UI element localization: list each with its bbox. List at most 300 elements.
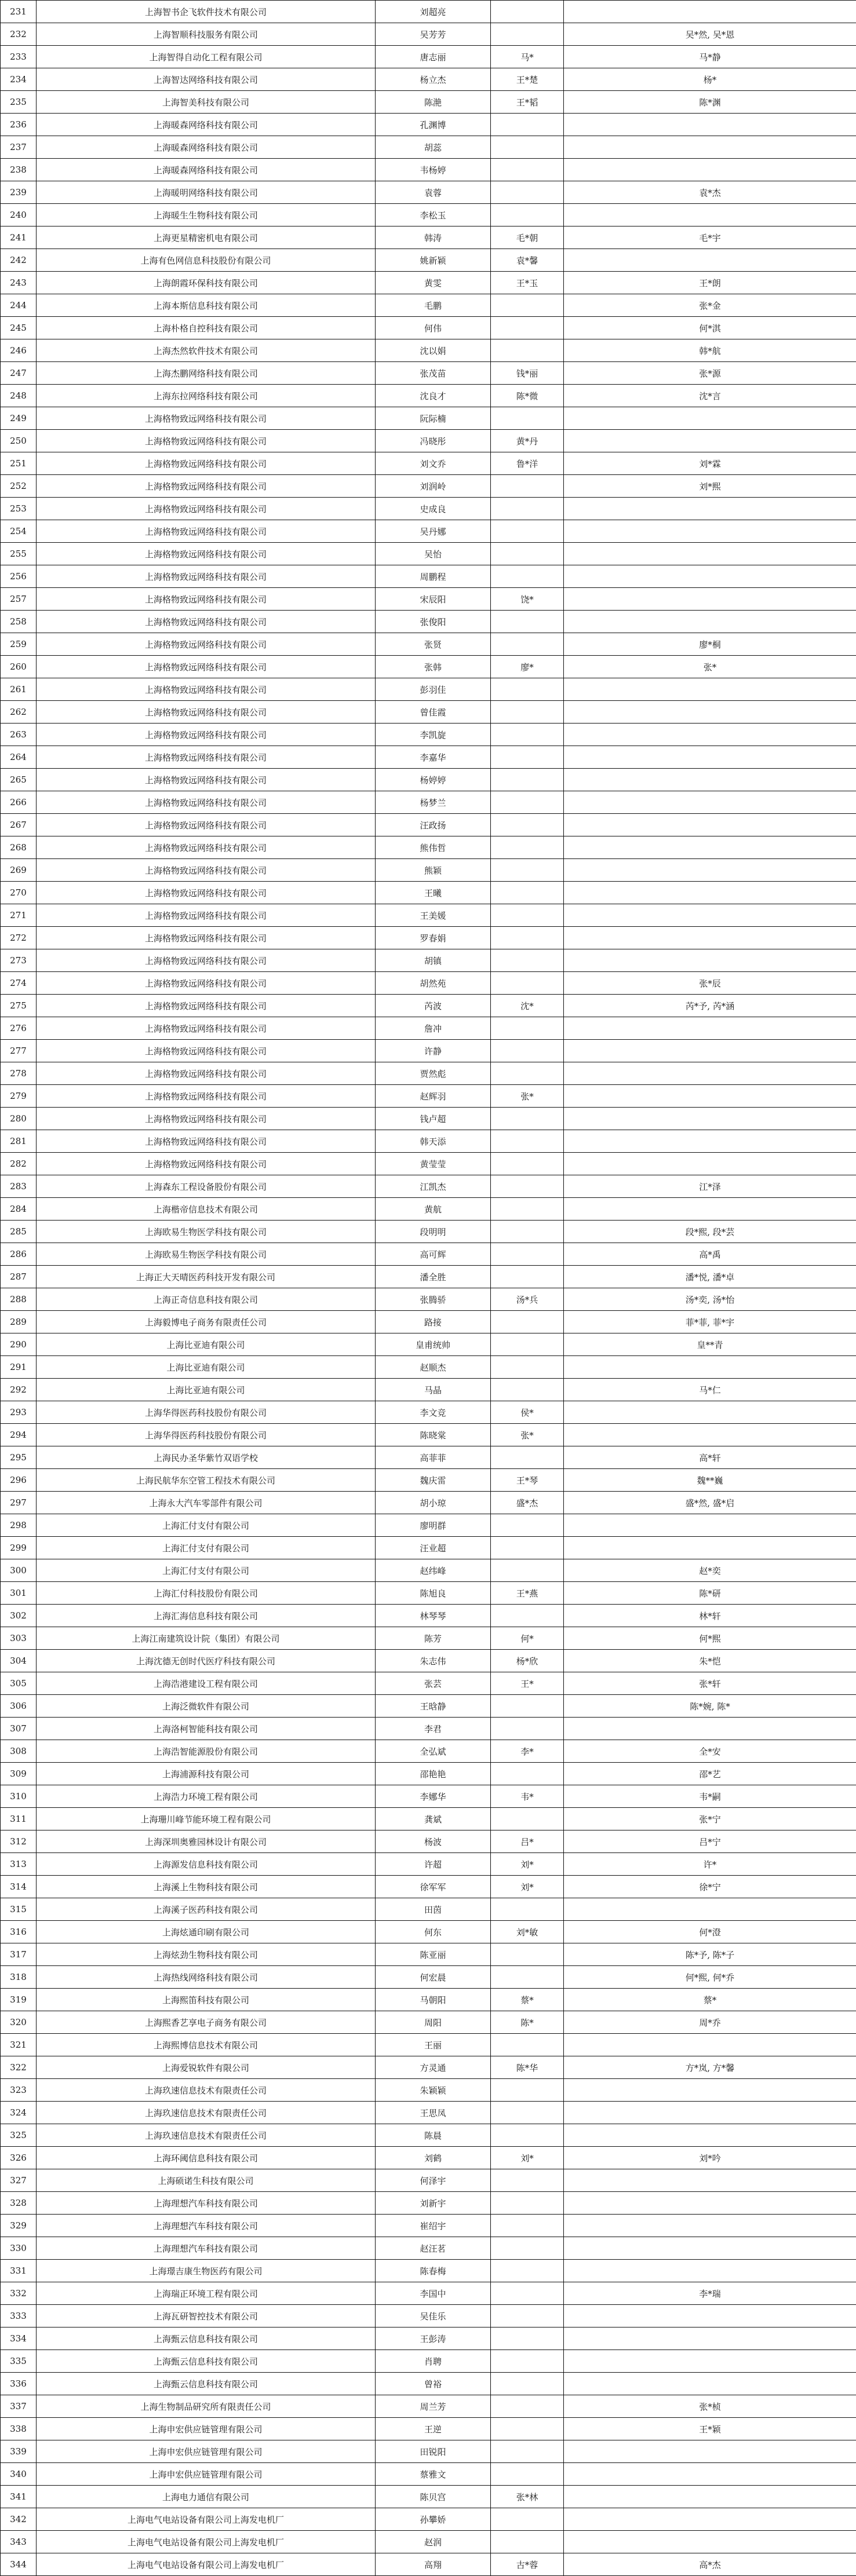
company-name-cell: 上海理想汽车科技有限公司 bbox=[37, 2192, 376, 2215]
table-row bbox=[1, 430, 856, 452]
row-number-cell: 235 bbox=[1, 91, 37, 114]
table-row bbox=[1, 746, 856, 769]
relative-name-cell bbox=[491, 204, 564, 226]
children-names-cell bbox=[564, 2463, 856, 2486]
company-name-cell: 上海更星精密机电有限公司 bbox=[37, 226, 376, 249]
row-number-cell: 337 bbox=[1, 2395, 37, 2418]
company-name-cell: 上海生物制品研究所有限责任公司 bbox=[37, 2395, 376, 2418]
relative-name-cell: 蔡* bbox=[491, 1989, 564, 2011]
person-name-cell: 沈以娟 bbox=[376, 339, 491, 362]
row-number-cell: 254 bbox=[1, 520, 37, 543]
table-row bbox=[1, 407, 856, 430]
table-row bbox=[1, 1537, 856, 1559]
table-row bbox=[1, 1763, 856, 1785]
children-names-cell bbox=[564, 249, 856, 272]
row-number-cell: 244 bbox=[1, 294, 37, 317]
company-name-cell: 上海玖速信息技术有限责任公司 bbox=[37, 2079, 376, 2102]
company-name-cell: 上海格物致远网络科技有限公司 bbox=[37, 769, 376, 791]
company-name-cell: 上海浩智能源股份有限公司 bbox=[37, 1740, 376, 1763]
company-name-cell: 上海格物致远网络科技有限公司 bbox=[37, 1130, 376, 1153]
company-name-cell: 上海比亚迪有限公司 bbox=[37, 1333, 376, 1356]
children-names-cell: 韩*航 bbox=[564, 339, 856, 362]
relative-name-cell bbox=[491, 1559, 564, 1582]
children-names-cell: 高*轩 bbox=[564, 1446, 856, 1469]
table-row bbox=[1, 2169, 856, 2192]
table-row bbox=[1, 1333, 856, 1356]
company-name-cell: 上海杰鹏网络科技有限公司 bbox=[37, 362, 376, 385]
person-name-cell: 赵润 bbox=[376, 2531, 491, 2553]
person-name-cell: 龚斌 bbox=[376, 1808, 491, 1830]
person-name-cell: 蔡雅文 bbox=[376, 2463, 491, 2486]
row-number-cell: 256 bbox=[1, 565, 37, 588]
table-row bbox=[1, 452, 856, 475]
company-name-cell: 上海理想汽车科技有限公司 bbox=[37, 2237, 376, 2260]
person-name-cell: 韦杨婷 bbox=[376, 159, 491, 181]
person-name-cell: 姚新颖 bbox=[376, 249, 491, 272]
person-name-cell: 江凯杰 bbox=[376, 1175, 491, 1198]
children-names-cell bbox=[564, 836, 856, 859]
relative-name-cell bbox=[491, 1943, 564, 1966]
children-names-cell bbox=[564, 136, 856, 159]
children-names-cell: 皇**青 bbox=[564, 1333, 856, 1356]
row-number-cell: 290 bbox=[1, 1333, 37, 1356]
relative-name-cell bbox=[491, 2102, 564, 2124]
person-name-cell: 崔绍宇 bbox=[376, 2215, 491, 2237]
relative-name-cell bbox=[491, 2124, 564, 2147]
children-names-cell bbox=[564, 882, 856, 904]
company-name-cell: 上海格物致远网络科技有限公司 bbox=[37, 1108, 376, 1130]
relative-name-cell bbox=[491, 1017, 564, 1040]
children-names-cell: 张*宁 bbox=[564, 1808, 856, 1830]
relative-name-cell bbox=[491, 1130, 564, 1153]
children-names-cell: 徐*宁 bbox=[564, 1876, 856, 1898]
row-number-cell: 255 bbox=[1, 543, 37, 565]
company-name-cell: 上海深圳奥雅园林设计有限公司 bbox=[37, 1830, 376, 1853]
table-row bbox=[1, 565, 856, 588]
table-row bbox=[1, 656, 856, 678]
person-name-cell: 朱志伟 bbox=[376, 1650, 491, 1672]
table-row bbox=[1, 2260, 856, 2282]
person-name-cell: 马朝阳 bbox=[376, 1989, 491, 2011]
children-names-cell bbox=[564, 859, 856, 882]
table-row bbox=[1, 1514, 856, 1537]
person-name-cell: 许静 bbox=[376, 1040, 491, 1062]
row-number-cell: 287 bbox=[1, 1266, 37, 1288]
relative-name-cell bbox=[491, 1, 564, 23]
relative-name-cell: 饶* bbox=[491, 588, 564, 611]
person-name-cell: 皇甫统帅 bbox=[376, 1333, 491, 1356]
person-name-cell: 路接 bbox=[376, 1311, 491, 1333]
row-number-cell: 284 bbox=[1, 1198, 37, 1221]
children-names-cell: 陈*予, 陈*子 bbox=[564, 1943, 856, 1966]
table-row bbox=[1, 2011, 856, 2034]
table-row bbox=[1, 1446, 856, 1469]
children-names-cell bbox=[564, 2215, 856, 2237]
person-name-cell: 黄航 bbox=[376, 1198, 491, 1221]
company-name-cell: 上海瓦研智控技术有限公司 bbox=[37, 2305, 376, 2327]
company-name-cell: 上海格物致远网络科技有限公司 bbox=[37, 882, 376, 904]
children-names-cell bbox=[564, 543, 856, 565]
relative-name-cell bbox=[491, 814, 564, 836]
row-number-cell: 323 bbox=[1, 2079, 37, 2102]
relative-name-cell bbox=[491, 294, 564, 317]
table-row bbox=[1, 1650, 856, 1672]
children-names-cell bbox=[564, 1356, 856, 1379]
table-row bbox=[1, 46, 856, 68]
person-name-cell: 杨立杰 bbox=[376, 68, 491, 91]
row-number-cell: 317 bbox=[1, 1943, 37, 1966]
children-names-cell bbox=[564, 2305, 856, 2327]
person-name-cell: 陈滟 bbox=[376, 91, 491, 114]
row-number-cell: 306 bbox=[1, 1695, 37, 1718]
person-name-cell: 魏庆雷 bbox=[376, 1469, 491, 1492]
relative-name-cell: 张*林 bbox=[491, 2486, 564, 2508]
children-names-cell bbox=[564, 407, 856, 430]
children-names-cell: 马*静 bbox=[564, 46, 856, 68]
relative-name-cell bbox=[491, 1537, 564, 1559]
person-name-cell: 张茂苗 bbox=[376, 362, 491, 385]
row-number-cell: 279 bbox=[1, 1085, 37, 1108]
person-name-cell: 吴丹娜 bbox=[376, 520, 491, 543]
relative-name-cell: 李* bbox=[491, 1740, 564, 1763]
relative-name-cell: 侯* bbox=[491, 1401, 564, 1424]
children-names-cell bbox=[564, 724, 856, 746]
children-names-cell: 毛*宇 bbox=[564, 226, 856, 249]
table-row bbox=[1, 68, 856, 91]
person-name-cell: 李凯旋 bbox=[376, 724, 491, 746]
company-name-cell: 上海暖生生物科技有限公司 bbox=[37, 204, 376, 226]
table-row bbox=[1, 1311, 856, 1333]
table-row bbox=[1, 498, 856, 520]
table-row bbox=[1, 385, 856, 407]
company-name-cell: 上海格物致远网络科技有限公司 bbox=[37, 995, 376, 1017]
table-row bbox=[1, 678, 856, 701]
person-name-cell: 何泽宇 bbox=[376, 2169, 491, 2192]
table-row bbox=[1, 1356, 856, 1379]
company-name-cell: 上海泛微软件有限公司 bbox=[37, 1695, 376, 1718]
children-names-cell: 袁*杰 bbox=[564, 181, 856, 204]
relative-name-cell: 刘* bbox=[491, 2147, 564, 2169]
children-names-cell: 刘*吟 bbox=[564, 2147, 856, 2169]
relative-name-cell: 杨*欣 bbox=[491, 1650, 564, 1672]
row-number-cell: 314 bbox=[1, 1876, 37, 1898]
person-name-cell: 田锐阳 bbox=[376, 2440, 491, 2463]
table-row bbox=[1, 1153, 856, 1175]
person-name-cell: 黄莹莹 bbox=[376, 1153, 491, 1175]
person-name-cell: 朱颖颖 bbox=[376, 2079, 491, 2102]
children-names-cell: 赵*奕 bbox=[564, 1559, 856, 1582]
row-number-cell: 232 bbox=[1, 23, 37, 46]
company-name-cell: 上海浩力环境工程有限公司 bbox=[37, 1785, 376, 1808]
company-name-cell: 上海格物致远网络科技有限公司 bbox=[37, 904, 376, 927]
relative-name-cell bbox=[491, 724, 564, 746]
children-names-cell bbox=[564, 746, 856, 769]
table-row bbox=[1, 1108, 856, 1130]
row-number-cell: 308 bbox=[1, 1740, 37, 1763]
children-names-cell: 李*瑞 bbox=[564, 2282, 856, 2305]
children-names-cell bbox=[564, 2327, 856, 2350]
person-name-cell: 贾然彪 bbox=[376, 1062, 491, 1085]
person-name-cell: 李文竞 bbox=[376, 1401, 491, 1424]
children-names-cell bbox=[564, 2192, 856, 2215]
row-number-cell: 340 bbox=[1, 2463, 37, 2486]
person-name-cell: 汪政扬 bbox=[376, 814, 491, 836]
person-name-cell: 杨梦兰 bbox=[376, 791, 491, 814]
children-names-cell bbox=[564, 114, 856, 136]
relative-name-cell: 鲁*洋 bbox=[491, 452, 564, 475]
row-number-cell: 276 bbox=[1, 1017, 37, 1040]
company-name-cell: 上海格物致远网络科技有限公司 bbox=[37, 972, 376, 995]
table-row bbox=[1, 1808, 856, 1830]
table-row bbox=[1, 1, 856, 23]
company-name-cell: 上海杰然软件技术有限公司 bbox=[37, 339, 376, 362]
row-number-cell: 321 bbox=[1, 2034, 37, 2056]
company-name-cell: 上海智得自动化工程有限公司 bbox=[37, 46, 376, 68]
relative-name-cell bbox=[491, 859, 564, 882]
table-row bbox=[1, 2373, 856, 2395]
company-name-cell: 上海熙笛科技有限公司 bbox=[37, 1989, 376, 2011]
children-names-cell bbox=[564, 1718, 856, 1740]
relative-name-cell: 陈* bbox=[491, 2011, 564, 2034]
relative-name-cell bbox=[491, 633, 564, 656]
row-number-cell: 301 bbox=[1, 1582, 37, 1605]
row-number-cell: 293 bbox=[1, 1401, 37, 1424]
children-names-cell: 芮*予, 芮*涵 bbox=[564, 995, 856, 1017]
table-row bbox=[1, 362, 856, 385]
relative-name-cell: 陈*微 bbox=[491, 385, 564, 407]
relative-name-cell bbox=[491, 678, 564, 701]
children-names-cell: 许* bbox=[564, 1853, 856, 1876]
row-number-cell: 289 bbox=[1, 1311, 37, 1333]
children-names-cell: 菲*菲, 菲*宇 bbox=[564, 1311, 856, 1333]
relative-name-cell bbox=[491, 904, 564, 927]
relative-name-cell bbox=[491, 1221, 564, 1243]
person-name-cell: 何宏晨 bbox=[376, 1966, 491, 1989]
person-name-cell: 马晶 bbox=[376, 1379, 491, 1401]
company-name-cell: 上海汇付支付有限公司 bbox=[37, 1514, 376, 1537]
row-number-cell: 238 bbox=[1, 159, 37, 181]
children-names-cell bbox=[564, 1401, 856, 1424]
row-number-cell: 292 bbox=[1, 1379, 37, 1401]
table-row bbox=[1, 882, 856, 904]
row-number-cell: 333 bbox=[1, 2305, 37, 2327]
row-number-cell: 303 bbox=[1, 1627, 37, 1650]
children-names-cell bbox=[564, 498, 856, 520]
row-number-cell: 266 bbox=[1, 791, 37, 814]
relative-name-cell bbox=[491, 2192, 564, 2215]
person-name-cell: 陈亚丽 bbox=[376, 1943, 491, 1966]
children-names-cell bbox=[564, 2531, 856, 2553]
person-name-cell: 刘文乔 bbox=[376, 452, 491, 475]
children-names-cell bbox=[564, 2350, 856, 2373]
row-number-cell: 316 bbox=[1, 1921, 37, 1943]
relative-name-cell: 刘* bbox=[491, 1853, 564, 1876]
person-name-cell: 周阳 bbox=[376, 2011, 491, 2034]
table-row bbox=[1, 904, 856, 927]
children-names-cell: 陈*研 bbox=[564, 1582, 856, 1605]
children-names-cell: 张*桢 bbox=[564, 2395, 856, 2418]
row-number-cell: 291 bbox=[1, 1356, 37, 1379]
table-row bbox=[1, 2463, 856, 2486]
table-row bbox=[1, 1876, 856, 1898]
person-name-cell: 史成良 bbox=[376, 498, 491, 520]
relative-name-cell: 吕* bbox=[491, 1830, 564, 1853]
relative-name-cell bbox=[491, 1898, 564, 1921]
children-names-cell: 张*金 bbox=[564, 294, 856, 317]
table-row bbox=[1, 2553, 856, 2576]
person-name-cell: 汪业超 bbox=[376, 1537, 491, 1559]
person-name-cell: 张韩 bbox=[376, 656, 491, 678]
row-number-cell: 318 bbox=[1, 1966, 37, 1989]
children-names-cell bbox=[564, 2237, 856, 2260]
table-row bbox=[1, 1853, 856, 1876]
relative-name-cell: 盛*杰 bbox=[491, 1492, 564, 1514]
children-names-cell: 张*源 bbox=[564, 362, 856, 385]
person-name-cell: 田茵 bbox=[376, 1898, 491, 1921]
table-row bbox=[1, 1198, 856, 1221]
person-name-cell: 熊颖 bbox=[376, 859, 491, 882]
table-row bbox=[1, 1424, 856, 1446]
company-name-cell: 上海比亚迪有限公司 bbox=[37, 1379, 376, 1401]
children-names-cell bbox=[564, 204, 856, 226]
table-row bbox=[1, 611, 856, 633]
person-name-cell: 刘超亮 bbox=[376, 1, 491, 23]
company-name-cell: 上海沈德无创时代医疗科技有限公司 bbox=[37, 1650, 376, 1672]
children-names-cell bbox=[564, 678, 856, 701]
children-names-cell bbox=[564, 520, 856, 543]
relative-name-cell: 沈* bbox=[491, 995, 564, 1017]
row-number-cell: 267 bbox=[1, 814, 37, 836]
company-name-cell: 上海汇付支付有限公司 bbox=[37, 1537, 376, 1559]
row-number-cell: 322 bbox=[1, 2056, 37, 2079]
table-row bbox=[1, 136, 856, 159]
row-number-cell: 338 bbox=[1, 2418, 37, 2440]
relative-name-cell: 韦* bbox=[491, 1785, 564, 1808]
person-name-cell: 吴芳芳 bbox=[376, 23, 491, 46]
children-names-cell: 邵*艺 bbox=[564, 1763, 856, 1785]
company-name-cell: 上海格物致远网络科技有限公司 bbox=[37, 430, 376, 452]
relative-name-cell bbox=[491, 565, 564, 588]
person-name-cell: 王逆 bbox=[376, 2418, 491, 2440]
children-names-cell bbox=[564, 2034, 856, 2056]
table-row bbox=[1, 1062, 856, 1085]
row-number-cell: 243 bbox=[1, 272, 37, 294]
person-name-cell: 杨婷婷 bbox=[376, 769, 491, 791]
children-names-cell bbox=[564, 1198, 856, 1221]
relative-name-cell bbox=[491, 746, 564, 769]
table-row bbox=[1, 2147, 856, 2169]
person-name-cell: 孔渊博 bbox=[376, 114, 491, 136]
company-name-cell: 上海格物致远网络科技有限公司 bbox=[37, 1017, 376, 1040]
company-name-cell: 上海汇付支付有限公司 bbox=[37, 1559, 376, 1582]
relative-name-cell bbox=[491, 1514, 564, 1537]
children-names-cell bbox=[564, 1514, 856, 1537]
company-name-cell: 上海汇付科技股份有限公司 bbox=[37, 1582, 376, 1605]
children-names-cell bbox=[564, 1108, 856, 1130]
table-row bbox=[1, 1266, 856, 1288]
relative-name-cell: 何* bbox=[491, 1627, 564, 1650]
row-number-cell: 313 bbox=[1, 1853, 37, 1876]
company-name-cell: 上海比亚迪有限公司 bbox=[37, 1356, 376, 1379]
person-name-cell: 李娜华 bbox=[376, 1785, 491, 1808]
table-row bbox=[1, 2440, 856, 2463]
person-name-cell: 刘润岭 bbox=[376, 475, 491, 498]
row-number-cell: 329 bbox=[1, 2215, 37, 2237]
company-name-cell: 上海热线网络科技有限公司 bbox=[37, 1966, 376, 1989]
company-name-cell: 上海熙博信息技术有限公司 bbox=[37, 2034, 376, 2056]
table-row bbox=[1, 859, 856, 882]
table-row bbox=[1, 2327, 856, 2350]
row-number-cell: 283 bbox=[1, 1175, 37, 1198]
relative-name-cell bbox=[491, 882, 564, 904]
company-name-cell: 上海永大汽车零部件有限公司 bbox=[37, 1492, 376, 1514]
row-number-cell: 335 bbox=[1, 2350, 37, 2373]
table-row bbox=[1, 272, 856, 294]
person-name-cell: 孙攀娇 bbox=[376, 2508, 491, 2531]
relative-name-cell bbox=[491, 1808, 564, 1830]
person-name-cell: 熊伟哲 bbox=[376, 836, 491, 859]
person-name-cell: 高可辉 bbox=[376, 1243, 491, 1266]
relative-name-cell bbox=[491, 114, 564, 136]
relative-name-cell bbox=[491, 611, 564, 633]
table-row bbox=[1, 2215, 856, 2237]
children-names-cell bbox=[564, 814, 856, 836]
children-names-cell: 王*朗 bbox=[564, 272, 856, 294]
table-row bbox=[1, 724, 856, 746]
row-number-cell: 233 bbox=[1, 46, 37, 68]
table-row bbox=[1, 2350, 856, 2373]
person-name-cell: 吴佳乐 bbox=[376, 2305, 491, 2327]
relative-name-cell bbox=[491, 136, 564, 159]
children-names-cell bbox=[564, 2508, 856, 2531]
relative-name-cell bbox=[491, 701, 564, 724]
person-name-cell: 杨波 bbox=[376, 1830, 491, 1853]
table-row bbox=[1, 1785, 856, 1808]
table-row bbox=[1, 1943, 856, 1966]
row-number-cell: 341 bbox=[1, 2486, 37, 2508]
table-row bbox=[1, 814, 856, 836]
company-name-cell: 上海格物致远网络科技有限公司 bbox=[37, 407, 376, 430]
person-name-cell: 胡然苑 bbox=[376, 972, 491, 995]
company-name-cell: 上海甄云信息科技有限公司 bbox=[37, 2373, 376, 2395]
person-name-cell: 张芸 bbox=[376, 1672, 491, 1695]
person-name-cell: 韩涛 bbox=[376, 226, 491, 249]
table-row bbox=[1, 1830, 856, 1853]
person-name-cell: 詹冲 bbox=[376, 1017, 491, 1040]
company-name-cell: 上海正大天晴医药科技开发有限公司 bbox=[37, 1266, 376, 1288]
relative-name-cell bbox=[491, 949, 564, 972]
company-name-cell: 上海民办圣华紫竹双语学校 bbox=[37, 1446, 376, 1469]
children-names-cell: 沈*言 bbox=[564, 385, 856, 407]
table-row bbox=[1, 2124, 856, 2147]
table-row bbox=[1, 249, 856, 272]
person-name-cell: 黄雯 bbox=[376, 272, 491, 294]
company-name-cell: 上海爱锐软件有限公司 bbox=[37, 2056, 376, 2079]
relative-name-cell: 张* bbox=[491, 1085, 564, 1108]
row-number-cell: 242 bbox=[1, 249, 37, 272]
children-names-cell: 刘*霖 bbox=[564, 452, 856, 475]
row-number-cell: 234 bbox=[1, 68, 37, 91]
company-name-cell: 上海格物致远网络科技有限公司 bbox=[37, 701, 376, 724]
row-number-cell: 273 bbox=[1, 949, 37, 972]
children-names-cell: 魏**巍 bbox=[564, 1469, 856, 1492]
children-names-cell bbox=[564, 2079, 856, 2102]
company-name-cell: 上海民航华东空管工程技术有限公司 bbox=[37, 1469, 376, 1492]
company-name-cell: 上海炫通印刷有限公司 bbox=[37, 1921, 376, 1943]
row-number-cell: 343 bbox=[1, 2531, 37, 2553]
table-row bbox=[1, 1695, 856, 1718]
company-name-cell: 上海格物致远网络科技有限公司 bbox=[37, 678, 376, 701]
